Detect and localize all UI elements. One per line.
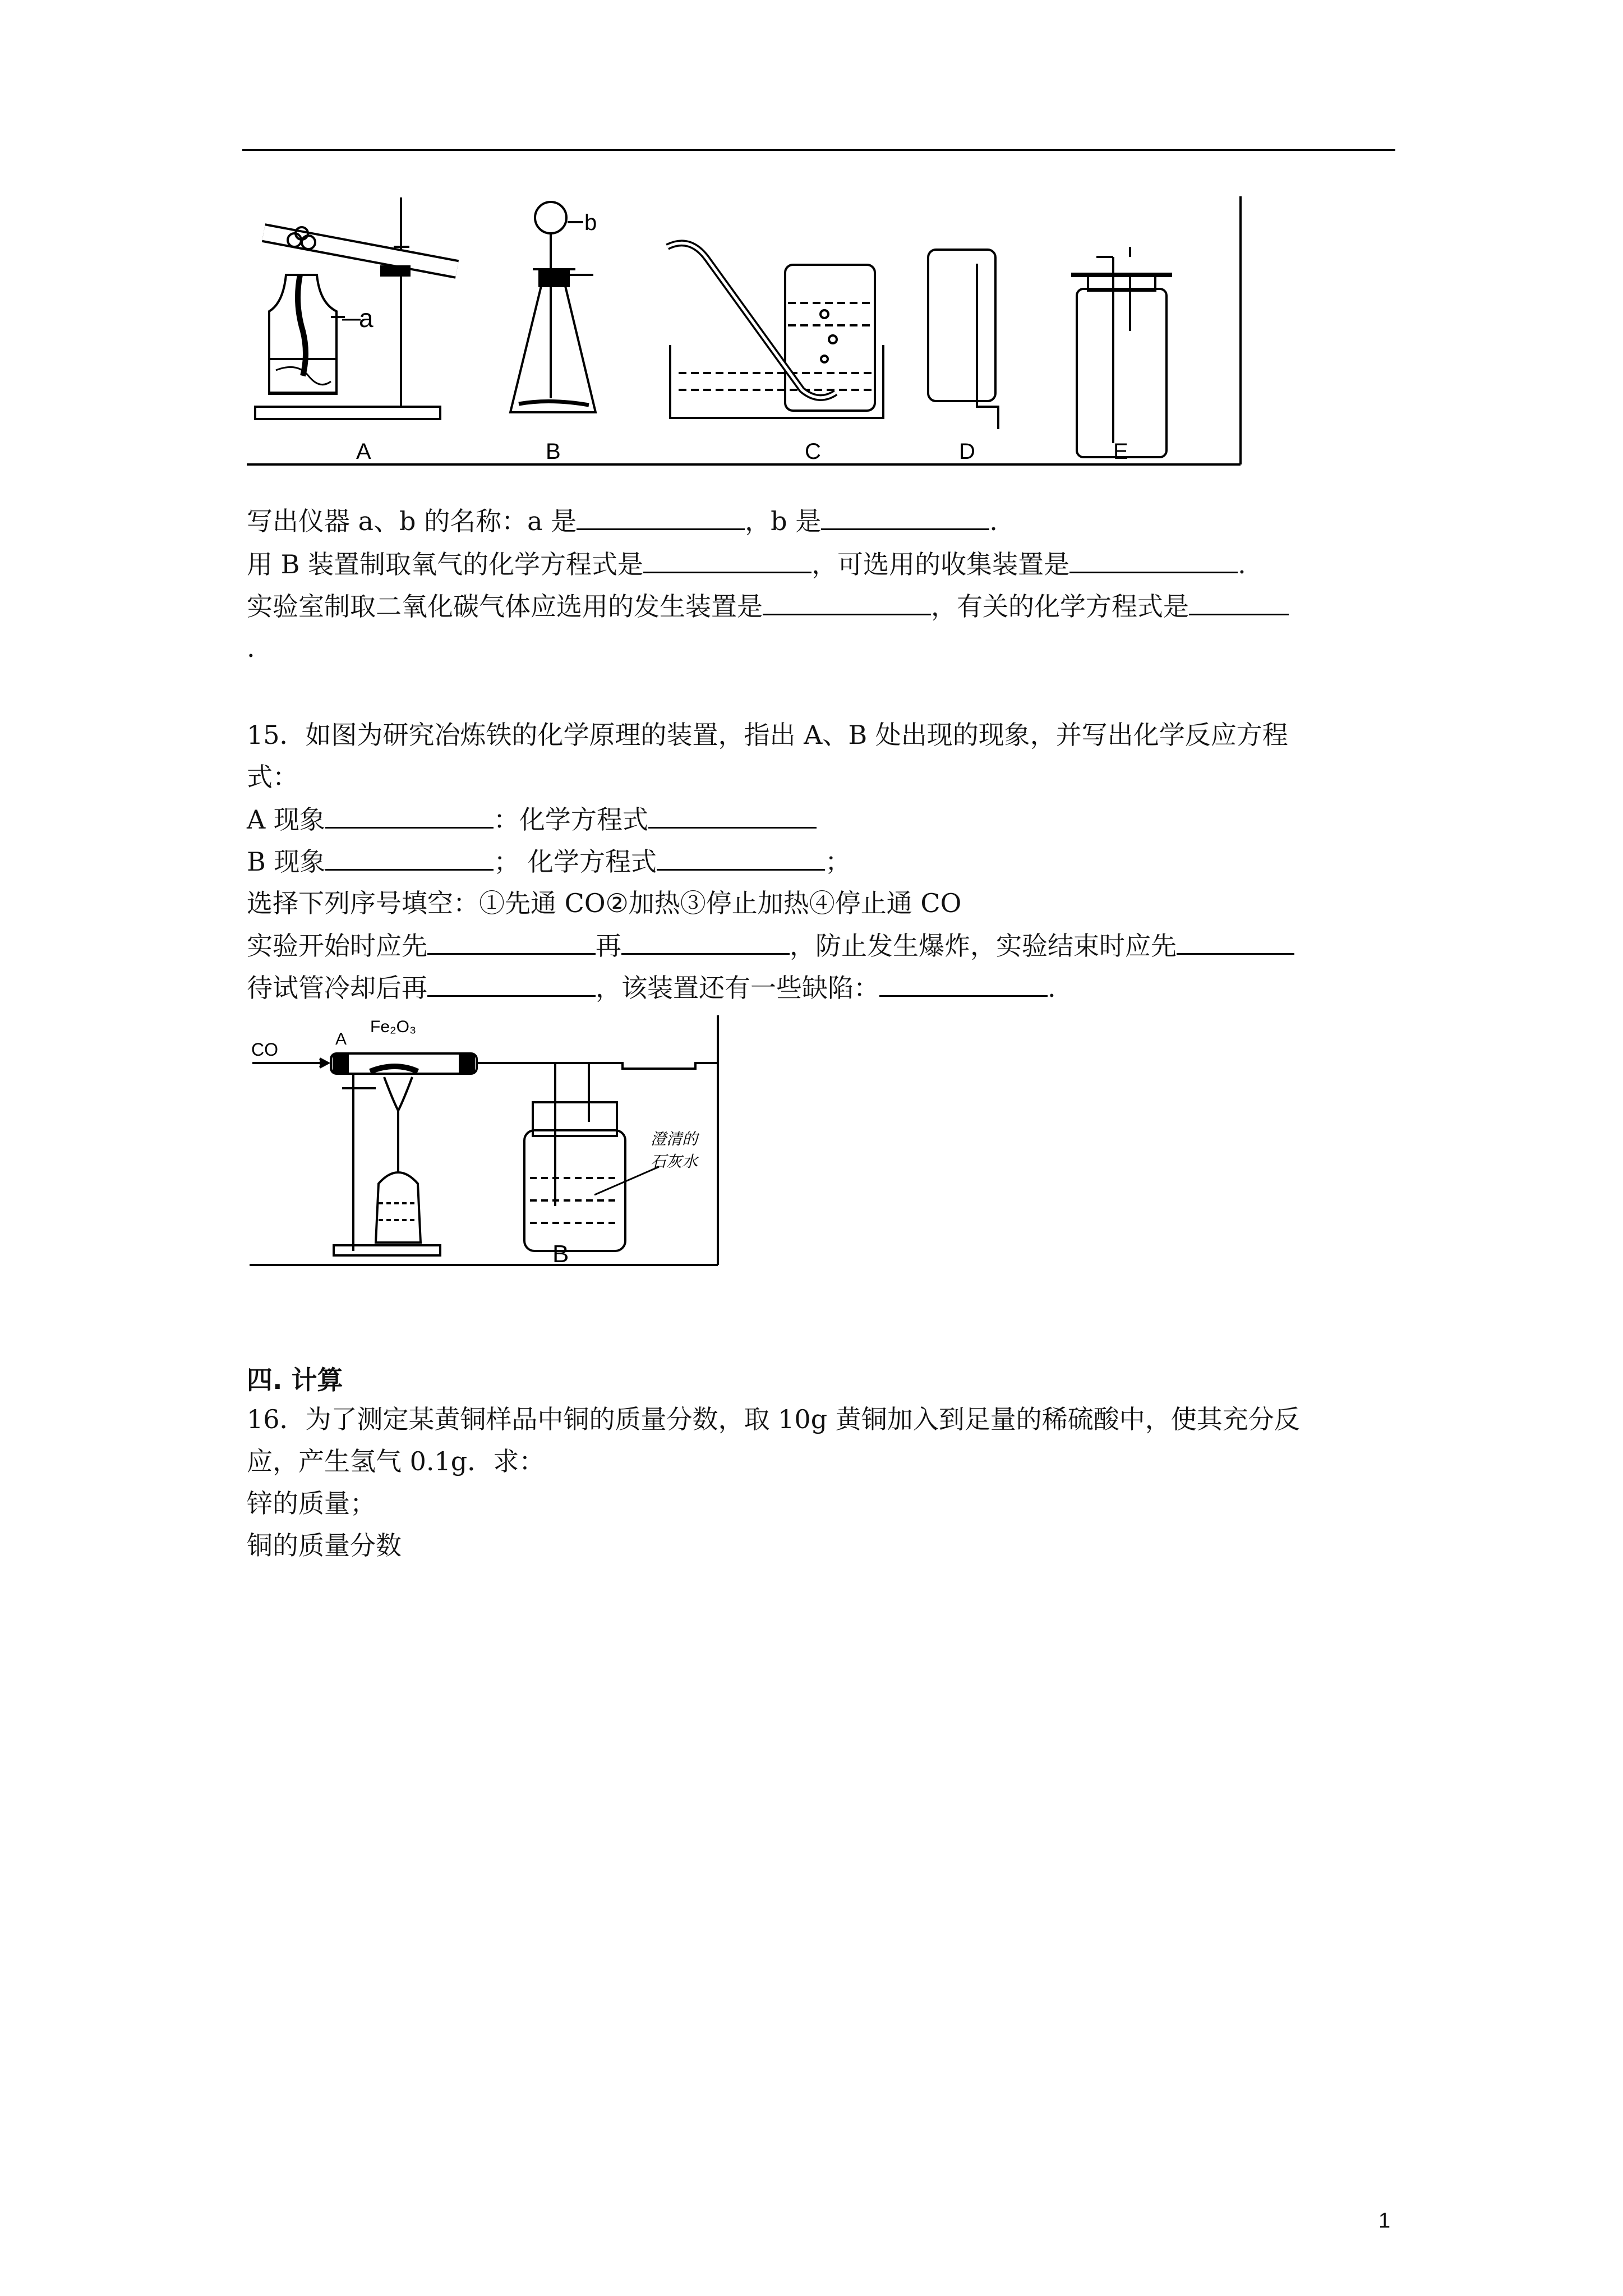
q14-line-4: . [247,633,255,663]
figure1-label-d: D [959,439,975,464]
figure1-label-c: C [805,439,821,464]
apparatus-figure-2 [241,1010,729,1271]
answer-blank-start-first[interactable] [427,928,596,955]
q15-line-2: 式： [247,762,298,792]
q14-line-2: 用 B 装置制取氧气的化学方程式是 ，可选用的收集装置是 . [247,547,1246,581]
q16-line-1: 16．为了测定某黄铜样品中铜的质量分数，取 10g 黄铜加入到足量的稀硫酸中，使其充分反 [247,1404,1300,1434]
q15-line-3: A 现象 ：化学方程式 [247,802,817,836]
answer-blank-defect[interactable] [879,970,1048,997]
q14-line-3: 实验室制取二氧化碳气体应选用的发生装置是 ，有关的化学方程式是 [247,589,1289,623]
q16-line-2: 应，产生氢气 0.1g．求： [247,1446,545,1476]
q15-line-1: 15．如图为研究冶炼铁的化学原理的装置，指出 A、B 处出现的现象，并写出化学反应方程 [247,720,1288,750]
q15-line-4: B 现象 ； 化学方程式 ； [247,844,851,878]
answer-blank-a-phenomenon[interactable] [325,802,494,829]
header-rule [242,149,1395,151]
figure2-label-b: B [552,1240,569,1268]
figure2-label-limewater-2: 石灰水 [651,1153,698,1170]
answer-blank-a[interactable] [577,504,745,530]
figure2-label-a: A [335,1030,347,1048]
apparatus-c-water-trough [667,243,883,418]
q16-line-4: 铜的质量分数 [247,1530,402,1561]
apparatus-a-heating-setup [255,197,457,419]
apparatus-d-bottle-upward-air [928,250,998,429]
callout-b: b [584,210,597,235]
answer-blank-b-equation[interactable] [657,844,825,871]
answer-blank-co2-equation[interactable] [1189,589,1289,615]
answer-blank-b[interactable] [821,504,989,530]
apparatus-e-gas-bottle [1071,247,1172,457]
q14-line-1: 写出仪器 a、b 的名称：a 是 ，b 是 . [247,504,998,538]
figure1-label-b: B [546,439,561,464]
answer-blank-collection-device[interactable] [1069,547,1238,573]
answer-blank-oxygen-equation[interactable] [643,547,811,573]
figure2-label-fe2o3: Fe₂O₃ [370,1018,417,1036]
answer-blank-end-then[interactable] [427,970,596,997]
apparatus-b-conical-flask [510,202,596,412]
q15-line-7: 待试管冷却后再 ，该装置还有一些缺陷： . [247,970,1056,1005]
callout-a: a [359,303,374,333]
page-number: 1 [1378,2209,1391,2233]
answer-blank-a-equation[interactable] [648,802,817,829]
answer-blank-start-then[interactable] [621,928,790,955]
q15-line-6: 实验开始时应先 再 ，防止发生爆炸，实验结束时应先 [247,928,1294,963]
q15-line-5: 选择下列序号填空：①先通 CO②加热③停止加热④停止通 CO [247,888,962,918]
answer-blank-co2-device[interactable] [763,589,931,615]
section-heading-calculation: 四. 计算 [247,1365,343,1395]
figure2-label-limewater-1: 澄清的 [651,1130,698,1148]
figure1-label-a: A [356,439,371,464]
figure1-label-e: E [1113,439,1128,464]
q16-line-3: 锌的质量； [247,1488,376,1519]
apparatus-figure-1 [241,191,1245,471]
answer-blank-end-first[interactable] [1177,928,1294,955]
answer-blank-b-phenomenon[interactable] [325,844,494,871]
figure2-label-co: CO [251,1039,278,1060]
